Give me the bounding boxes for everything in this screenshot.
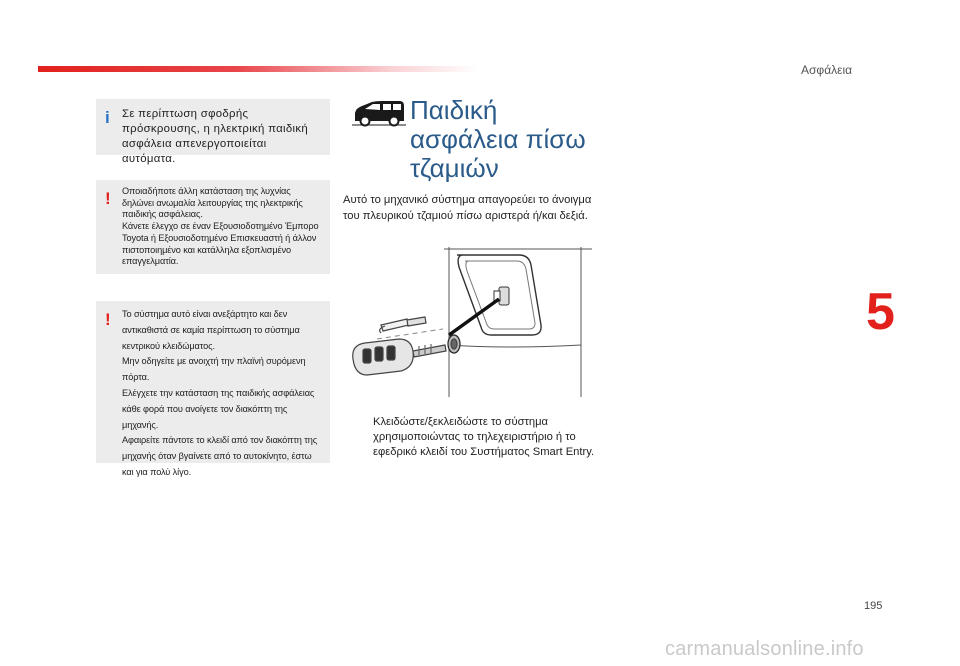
page-title-line: ασφάλεια πίσω [410,124,586,154]
warning-icon: ! [105,310,111,329]
child-lock-illustration [349,247,592,399]
intro-text: Αυτό το μηχανικό σύστημα απαγορεύει το άνοιγμα του πλευρικού τζαμιού πίσω αριστερά ή/και δεξιά. [343,194,592,222]
action-instruction [343,415,603,460]
section-title: Ασφάλεια [801,63,853,77]
page-title [410,96,586,183]
action-text: Κλειδώστε/ξεκλειδώστε το σύστημα χρησιμοποιώντας το τηλεχειριστήριο ή το εφεδρικό κλειδί του Συστήματος Smart Entry. [373,416,595,458]
info-icon: i [105,108,110,127]
watermark: carmanualsonline.info [665,638,864,660]
warning-note-system [96,301,330,477]
warning-note-text: Οποιαδήποτε άλλη κατάσταση της λυχνίας δηλώνει ανωμαλία λειτουργίας της ηλεκτρικής παιδικής ασφάλειας. Κάνετε έλεγχο σε έναν Εξουσιοδοτημένο Έμπορο Toyota ή Εξουσιοδοτημένο Επισκευαστή ή άλλον πιστοποιημένο και κατάλληλα εξοπλισμένο επαγγελματία. [122,186,319,267]
warning-note-text: Το σύστημα αυτό είναι ανεξάρτητο και δεν αντικαθιστά σε καμία περίπτωση το σύστημα κεντρικού κλειδώματος. Μην οδηγείτε με ανοιχτή την πλαϊνή συρόμενη πόρτα. Ελέγχετε την κατάσταση της παιδικής ασφάλειας κάθε φορά που ανοίγετε τον διακόπτη της μηχανής. Αφαιρείτε πάντοτε το κλειδί από τον διακόπτη της μηχανής όταν βγαίνετε από το αυτοκίνητο, έστω και για πολύ λίγο. [122,309,318,477]
page-title-line: τζαμιών [410,153,499,183]
minivan-icon [352,99,406,127]
warning-icon: ! [105,189,111,208]
page-title-line: Παιδική [410,95,498,125]
page-number: 195 [864,600,883,612]
info-note [96,99,330,165]
chapter-number: 5 [866,283,895,341]
header-accent-bar [38,66,478,72]
warning-note-lamp [96,180,330,274]
info-note-text: Σε περίπτωση σφοδρής πρόσκρουσης, η ηλεκτρική παιδική ασφάλεια απενεργοποιείται αυτόματα. [122,108,308,165]
